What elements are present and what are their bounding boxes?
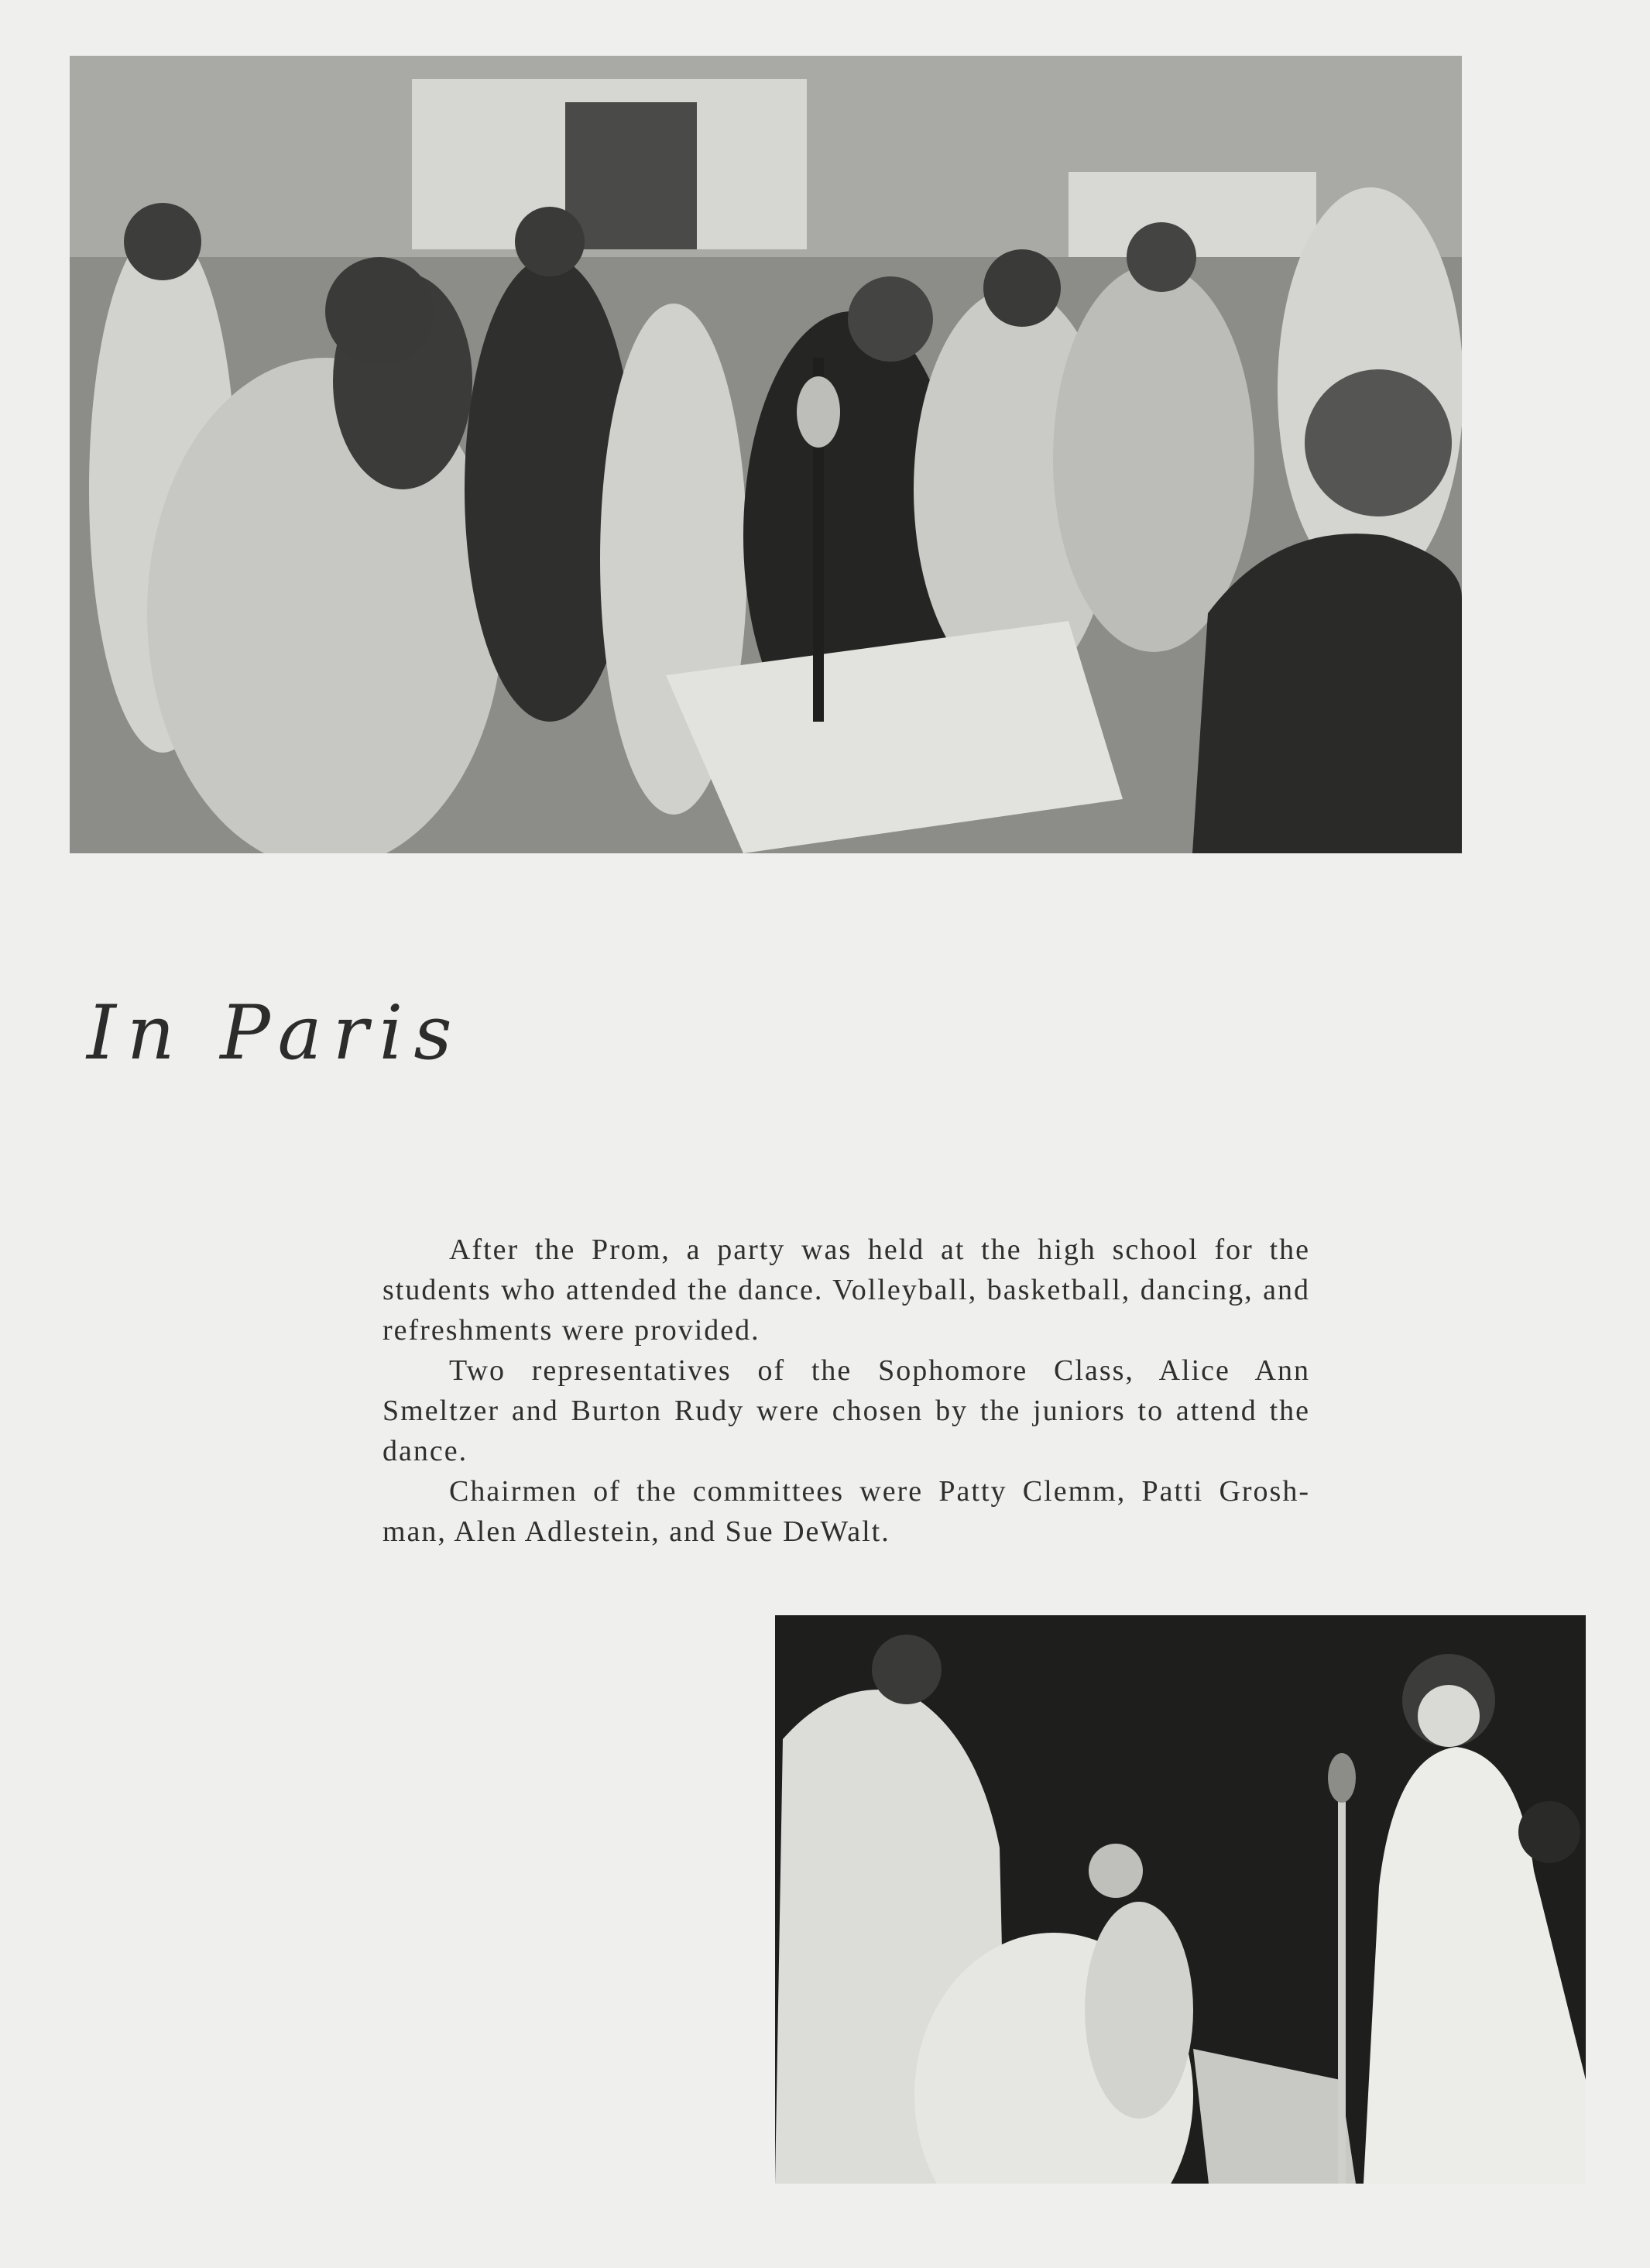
dance-floor-photo xyxy=(70,56,1462,853)
paragraph-sophomore-representatives: Two representatives of the Sophomore Class, Alice Ann Smeltzer and Burton Rudy were chosen by the juniors to attend the dance. xyxy=(382,1354,1310,1467)
article-body xyxy=(382,1230,1310,1552)
singer-photo-illustration xyxy=(775,1615,1586,2184)
paragraph-after-prom: After the Prom, a party was held at the high school for the students who attended the dance. Volleyball, basketball, dancing, and refreshments were provided. xyxy=(382,1234,1310,1347)
singer-photo xyxy=(775,1615,1586,2184)
page-title: In Paris xyxy=(87,990,463,1076)
paragraph-committee-chairmen: Chairmen of the committees were Patty Clemm, Patti Grosh- man, Alen Adlestein, and Sue DeWalt. xyxy=(382,1475,1310,1548)
dance-floor-photo-illustration xyxy=(70,56,1462,853)
